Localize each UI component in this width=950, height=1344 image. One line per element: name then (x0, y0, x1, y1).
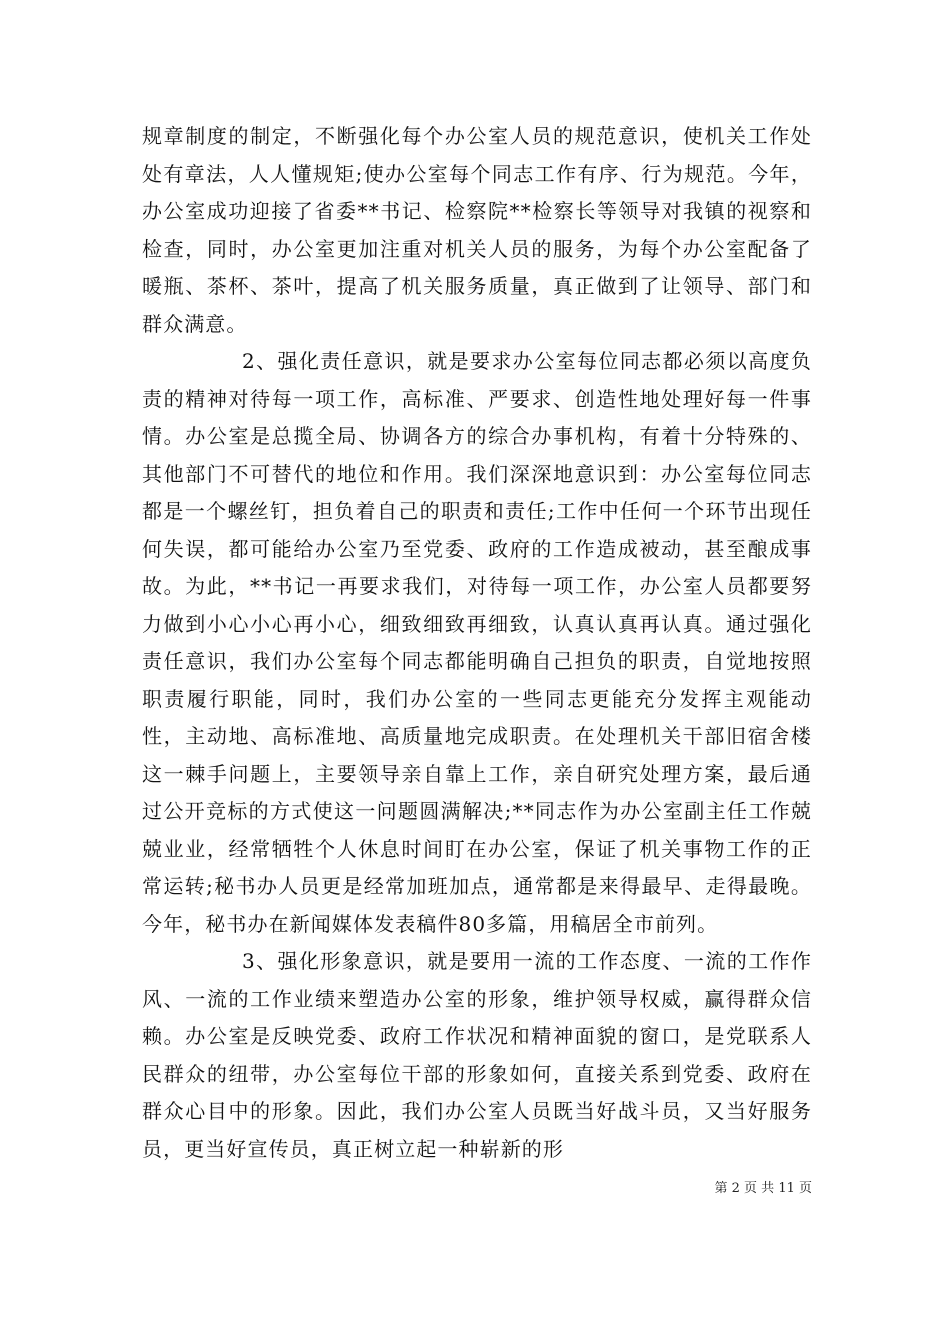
page-number-footer: 第 2 页 共 11 页 (714, 1181, 812, 1196)
paragraph-continuation: 规章制度的制定，不断强化每个办公室人员的规范意识，使机关工作处处有章法，人人懂规矩;使办公室每个同志工作有序、行为规范。今年，办公室成功迎接了省委**书记、检察院**检察长等领导对我镇的视察和检查，同时，办公室更加注重对机关人员的服务，为每个办公室配备了暖瓶、茶杯、茶叶，提高了机关服务质量，真正做到了让领导、部门和群众满意。 (142, 124, 812, 336)
paragraph-image: 3、强化形象意识，就是要用一流的工作态度、一流的工作作风、一流的工作业绩来塑造办公室的形象，维护领导权威，赢得群众信赖。办公室是反映党委、政府工作状况和精神面貌的窗口，是党联系人民群众的纽带，办公室每位干部的形象如何，直接关系到党委、政府在群众心目中的形象。因此，我们办公室人员既当好战斗员，又当好服务员，更当好宣传员，真正树立起一种崭新的形 (142, 949, 812, 1161)
document-body (142, 118, 812, 1168)
paragraph-responsibility: 2、强化责任意识，就是要求办公室每位同志都必须以高度负责的精神对待每一项工作，高标准、严要求、创造性地处理好每一件事情。办公室是总揽全局、协调各方的综合办事机构，有着十分特殊的、其他部门不可替代的地位和作用。我们深深地意识到：办公室每位同志都是一个螺丝钉，担负着自己的职责和责任;工作中任何一个环节出现任何失误，都可能给办公室乃至党委、政府的工作造成被动，甚至酿成事故。为此，**书记一再要求我们，对待每一项工作，办公室人员都要努力做到小心小心再小心，细致细致再细致，认真认真再认真。通过强化责任意识，我们办公室每个同志都能明确自己担负的职责，自觉地按照职责履行职能，同时，我们办公室的一些同志更能充分发挥主观能动性，主动地、高标准地、高质量地完成职责。在处理机关干部旧宿舍楼这一棘手问题上，主要领导亲自靠上工作，亲自研究处理方案，最后通过公开竞标的方式使这一问题圆满解决;**同志作为办公室副主任工作兢兢业业，经常牺牲个人休息时间盯在办公室，保证了机关事物工作的正常运转;秘书办人员更是经常加班加点，通常都是来得最早、走得最晚。今年，秘书办在新闻媒体发表稿件80多篇，用稿居全市前列。 (142, 349, 812, 936)
